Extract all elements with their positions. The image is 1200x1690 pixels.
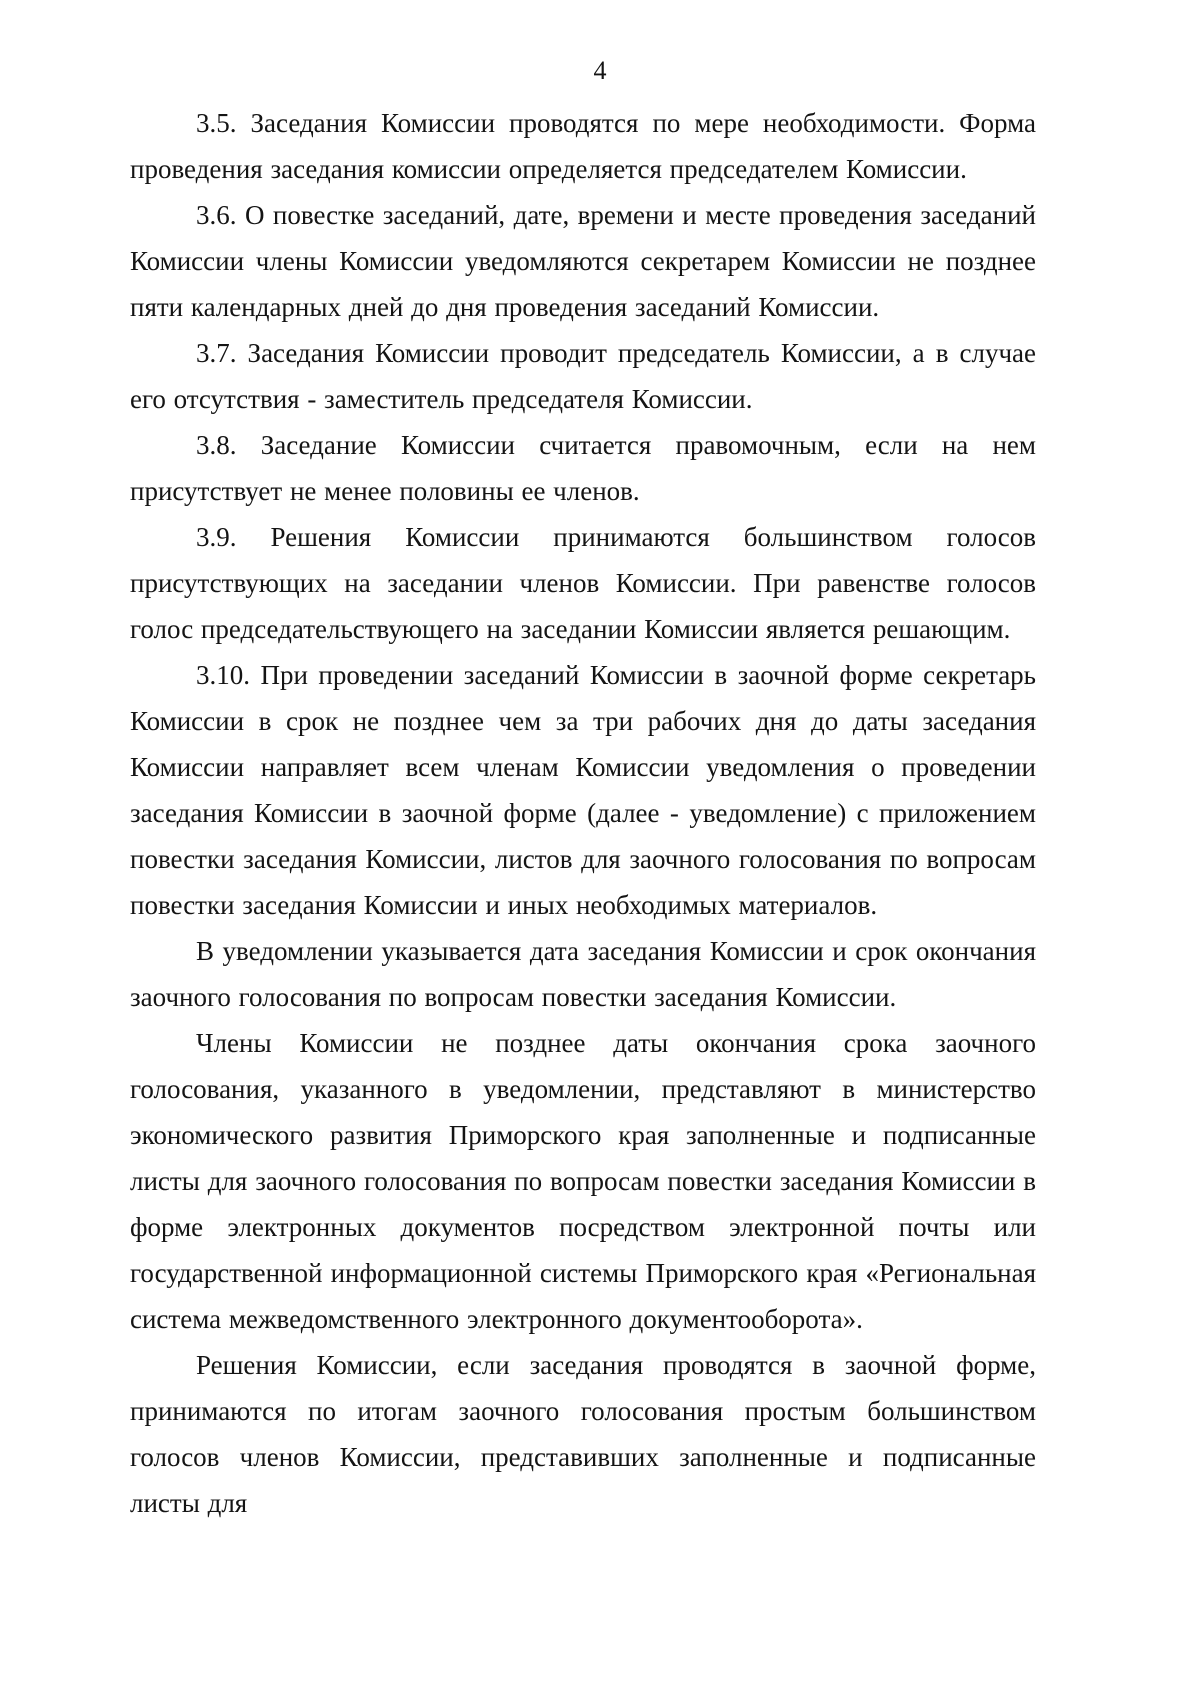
- paragraph-3-10: 3.10. При проведении заседаний Комиссии в заочной форме секретарь Комиссии в срок не позднее чем за три рабочих дня до даты заседания Комиссии направляет всем членам Комиссии уведомления о проведении заседания Комиссии в заочной форме (далее - уведомление) с приложением повестки заседания Комиссии, листов для заочного голосования по вопросам повестки заседания Комиссии и иных необходимых материалов.: [130, 660, 1036, 920]
- paragraph-decisions: Решения Комиссии, если заседания проводятся в заочной форме, принимаются по итогам заочного голосования простым большинством голосов членов Комиссии, представивших заполненные и подписанные листы для: [130, 1350, 1036, 1518]
- paragraph-3-7: 3.7. Заседания Комиссии проводит председатель Комиссии, а в случае его отсутствия - заместитель председателя Комиссии.: [130, 338, 1036, 414]
- paragraph-3-6: 3.6. О повестке заседаний, дате, времени и месте проведения заседаний Комиссии члены Комиссии уведомляются секретарем Комиссии не позднее пяти календарных дней до дня проведения заседаний Комиссии.: [130, 200, 1036, 322]
- paragraph-3-5: 3.5. Заседания Комиссии проводятся по мере необходимости. Форма проведения заседания комиссии определяется председателем Комиссии.: [130, 108, 1036, 184]
- document-body: [130, 100, 1036, 1526]
- paragraph-notification-content: В уведомлении указывается дата заседания Комиссии и срок окончания заочного голосования по вопросам повестки заседания Комиссии.: [130, 936, 1036, 1012]
- paragraph-members-voting: Члены Комиссии не позднее даты окончания срока заочного голосования, указанного в уведомлении, представляют в министерство экономического развития Приморского края заполненные и подписанные листы для заочного голосования по вопросам повестки заседания Комиссии в форме электронных документов посредством электронной почты или государственной информационной системы Приморского края «Региональная система межведомственного электронного документооборота».: [130, 1028, 1036, 1334]
- paragraph-3-8: 3.8. Заседание Комиссии считается правомочным, если на нем присутствует не менее половины ее членов.: [130, 430, 1036, 506]
- paragraph-3-9: 3.9. Решения Комиссии принимаются большинством голосов присутствующих на заседании членов Комиссии. При равенстве голосов голос председательствующего на заседании Комиссии является решающим.: [130, 522, 1036, 644]
- page-number: 4: [593, 56, 607, 85]
